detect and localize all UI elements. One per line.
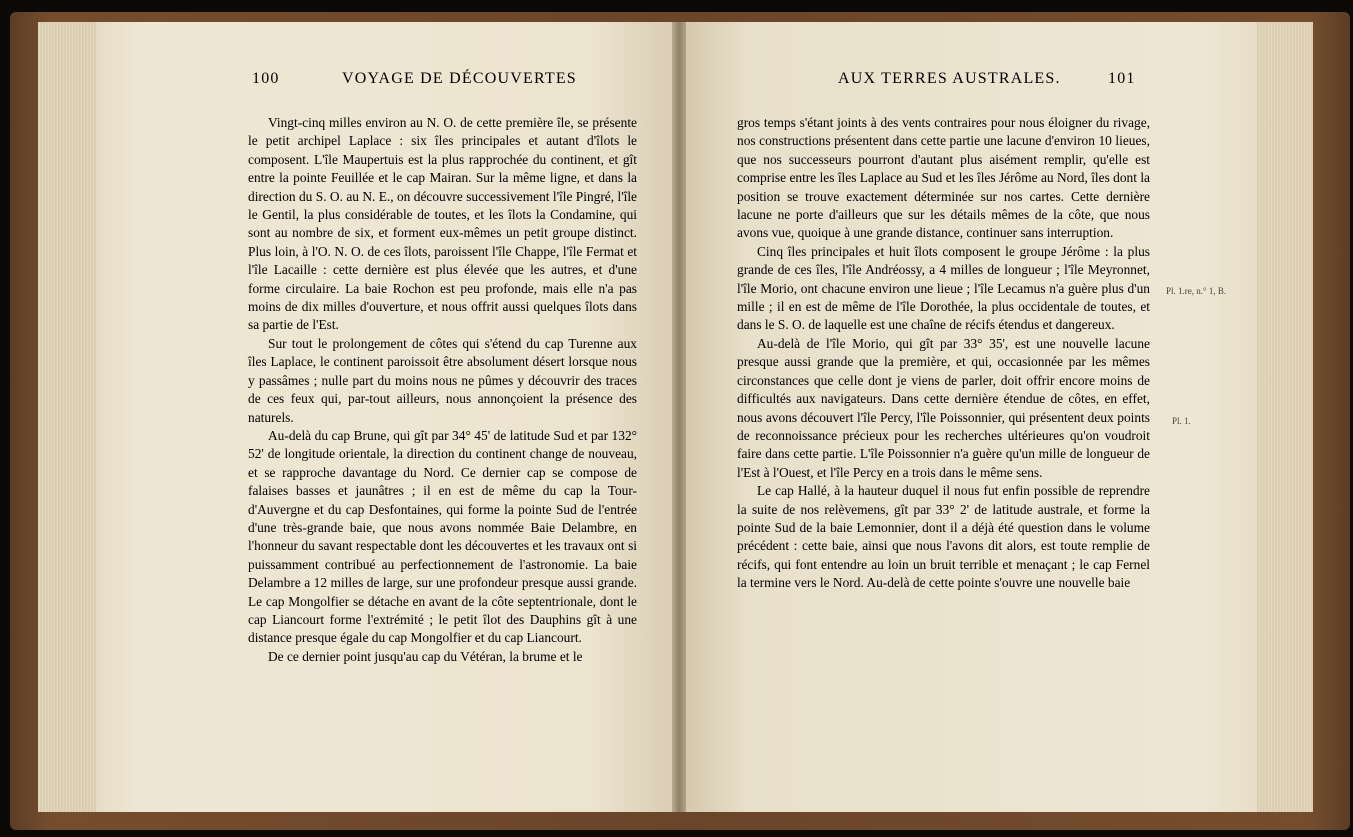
paragraph: De ce dernier point jusqu'au cap du Vétéran, la brume et le bbox=[268, 648, 583, 664]
paragraph: Au-delà du cap Brune, qui gît par 34° 45' de latitude Sud et par 132° 52' de longitude orientale, la direction du continent change de nouveau, et se rapproche davantage du Nord. Ce dernier cap se compose de falaises basses et jaunâtres ; il en est de même du cap la Tour-d'Auvergne et du cap Desfontaines, qui forme la pointe Sud de l'entrée d'une très-grande baie, que nous avons nommée Baie Delambre, en l'honneur du savant respectable dont les découvertes et les travaux ont si puissamment contribué au perfectionnement de l'astronomie. La baie Delambre a 12 milles de large, sur une profondeur presque aussi grande. Le cap Mongolfier se détache en avant de la côte septentrionale, dont le cap Liancourt forme l'extrémité ; le petit îlot des Dauphins gît à une distance presque égale du cap Mongolfier et du cap Liancourt. bbox=[248, 427, 637, 646]
right-body-text bbox=[737, 114, 1150, 593]
right-page-number: 101 bbox=[1108, 70, 1136, 87]
left-page-edges bbox=[38, 22, 98, 812]
paragraph: Au-delà de l'île Morio, qui gît par 33° 35', est une nouvelle lacune presque aussi grande que la première, et qui, occasionnée par les mêmes circonstances que celle dont je viens de parler, doit offrir encore moins de difficultés aux navigateurs. Dans cette dernière étendue de côtes, en effet, nous avons découvert l'île Percy, l'île Poissonnier, qui présentent deux points de reconnoissance précieux pour les recherches ultérieures qu'on voudroit faire dans cette partie. L'île Poissonnier n'a guère qu'un mille de longueur de l'Est à l'Ouest, et l'île Percy en a trois dans le même sens. bbox=[737, 335, 1150, 480]
margin-note: Pl. 1. bbox=[1172, 416, 1191, 426]
paragraph: Vingt-cinq milles environ au N. O. de cette première île, se présente le petit archipel Laplace : six îles principales et autant d'îlots le composent. L'île Maupertuis est la plus rapprochée du continent, et gît entre la pointe Feuillée et le cap Mairan. Sur la même ligne, et dans la direction du S. O. au N. E., on découvre successivement l'île Pingré, l'île le Gentil, la plus considérable de toutes, et les îlots la Condamine, qui sont au nombre de six, et forment eux-mêmes un petit groupe distinct. Plus loin, à l'O. N. O. de ces îlots, paroissent l'île Chappe, l'île Fermat et l'île Lacaille : cette dernière est plus élevée que les autres, et d'une forme circulaire. La baie Rochon est peu profonde, mais elle n'a pas moins de dix milles d'ouverture, et nous offrit aussi quelques îlots dans sa partie de l'Est. bbox=[248, 115, 637, 333]
paragraph: Cinq îles principales et huit îlots composent le groupe Jérôme : la plus grande de ces îles, l'île Andréossy, a 4 milles de longueur ; l'île Meyronnet, l'île Morio, ont chacune environ une lieue ; l'île Lecamus n'a guère plus d'un mille ; il en est de même de l'île Dorothée, la plus occidentale de toutes, et dans le S. O. de laquelle est une chaîne de récifs étendus et dangereux. bbox=[737, 243, 1150, 333]
right-running-title: AUX TERRES AUSTRALES. bbox=[838, 70, 1061, 87]
book-gutter bbox=[672, 22, 686, 812]
left-page-number: 100 bbox=[252, 70, 280, 87]
right-page-edges bbox=[1255, 22, 1313, 812]
paragraph: gros temps s'étant joints à des vents contraires pour nous éloigner du rivage, nos constructions présentent dans cette partie une lacune d'environ 10 lieues, que nos successeurs pourront d'autant plus aisément remplir, qu'elle est comprise entre les îles Laplace au Sud et les îles Jérôme au Nord, îles dont la position se trouve exactement déterminée sur nos cartes. Cette dernière lacune ne porte d'ailleurs que sur les détails mêmes de la côte, que nous avons vue, quoique à une grande distance, continuer sans interruption. bbox=[737, 115, 1150, 241]
paragraph: Sur tout le prolongement de côtes qui s'étend du cap Turenne aux îles Laplace, le continent paroissoit être absolument désert lorsque nous y passâmes ; nulle part du moins nous ne pûmes y découvrir des traces de ces feux qui, par-tout ailleurs, nous annonçoient la présence des naturels. bbox=[248, 335, 637, 425]
margin-note: Pl. 1.re, n.° 1, B. bbox=[1166, 286, 1227, 296]
left-running-title: VOYAGE DE DÉCOUVERTES bbox=[342, 70, 577, 87]
paragraph: Le cap Hallé, à la hauteur duquel il nous fut enfin possible de reprendre la suite de nos relèvemens, gît par 33° 2' de latitude australe, et forme la pointe Sud de la baie Lemonnier, dont il a déjà été question dans le volume précédent : cette baie, ainsi que nous l'avons dit alors, est toute remplie de récifs, qui font entendre au loin un bruit terrible et menaçant ; le cap Fernel la termine vers le Nord. Au-delà de cette pointe s'ouvre une nouvelle baie bbox=[737, 483, 1150, 591]
left-body-text bbox=[248, 114, 637, 666]
